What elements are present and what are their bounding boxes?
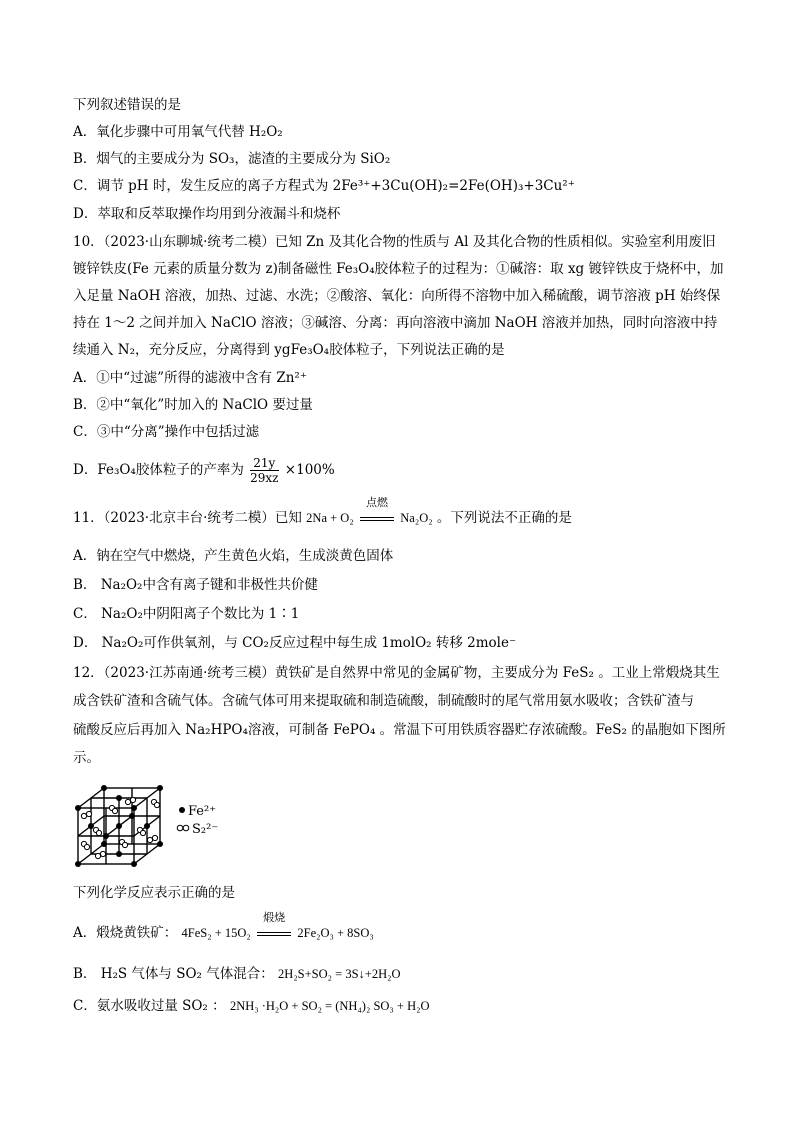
q10-stem-line5: 续通入 N₂，充分反应，分离得到 ygFe₃O₄胶体粒子，下列说法正确的是 <box>73 342 505 358</box>
q10-option-d-prefix: D．Fe₃O₄胶体粒子的产率为 <box>73 462 244 478</box>
legend-s: S₂²⁻ <box>192 822 219 837</box>
q10-stem-line2: 镀锌铁皮(Fe 元素的质量分数为 z)制备磁性 Fe₃O₄胶体粒子的过程为：①碱溶：取 xg 镀锌铁皮于烧杯中，加 <box>73 261 724 277</box>
q12-stem-line3: 硫酸反应后再加入 Na₂HPO₄溶液，可制备 FePO₄ 。常温下可用铁质容器贮存浓硫酸。FeS₂ 的晶胞如下图所 <box>73 722 726 738</box>
q12-a-equation-right: 2Fe₂O₃ + 8SO₃ <box>297 926 374 940</box>
q12-a-equation-left: 4FeS₂ + 15O₂ <box>181 926 251 940</box>
q10-option-d-suffix: ×100% <box>284 462 335 478</box>
crystal-legend <box>177 804 218 837</box>
q11-stem <box>73 496 572 527</box>
q10-option-b: B．②中“氧化”时加入的 NaClO 要过量 <box>73 397 313 413</box>
q9-option-a: A．氧化步骤中可用氧气代替 H₂O₂ <box>73 124 283 140</box>
q12-stem-line1: 12．（2023·江苏南通·统考三模）黄铁矿是自然界中常见的金属矿物，主要成分为 FeS₂ 。工业上常煅烧其生 <box>73 665 720 681</box>
q11-option-b: B． Na₂O₂中含有离子键和非极性共价健 <box>73 577 318 593</box>
q12-stem-line4: 示。 <box>73 750 100 766</box>
reaction-condition: 点燃 <box>365 496 388 509</box>
q11-equation-right: Na₂O₂ <box>400 511 433 525</box>
fraction-numerator: 21y <box>250 456 278 471</box>
q10-option-d <box>73 456 335 485</box>
q10-stem-line1: 10．（2023·山东聊城·统考二模）已知 Zn 及其化合物的性质与 Al 及其化合物的性质相似。实验室利用废旧 <box>73 234 716 250</box>
condition-arrow <box>360 496 394 527</box>
q11-equation-left: 2Na + O₂ <box>306 511 354 525</box>
q12-option-c <box>73 997 430 1015</box>
q9-option-d: D．萃取和反萃取操作均用到分液漏斗和烧杯 <box>73 206 341 222</box>
q9-intro: 下列叙述错误的是 <box>73 97 181 113</box>
q12-stem-line2: 成含铁矿渣和含硫气体。含硫气体可用来提取硫和制造硫酸，制硫酸时的尾气常用氨水吸收；含铁矿渣与 <box>73 693 694 709</box>
q12-option-c-prefix: C．氨水吸收过量 SO₂ ： <box>73 998 226 1014</box>
q12-option-a <box>73 911 374 942</box>
yield-fraction <box>250 456 278 485</box>
q12-option-a-prefix: A．煅烧黄铁矿： <box>73 925 178 941</box>
q11-option-a: A．钠在空气中燃烧，产生黄色火焰，生成淡黄色固体 <box>73 548 394 564</box>
q11-option-c: C． Na₂O₂中阴阳离子个数比为 1∶1 <box>73 606 300 622</box>
q9-option-b: B．烟气的主要成分为 SO₃，滤渣的主要成分为 SiO₂ <box>73 151 391 167</box>
fes2-unit-cell-figure <box>70 778 230 874</box>
q12-option-b <box>73 965 400 983</box>
q12-c-equation: 2NH₃ ·H₂O + SO₂ = (NH₄)₂ SO₃ + H₂O <box>229 999 430 1013</box>
condition-arrow <box>257 911 291 942</box>
legend-fe: Fe²⁺ <box>188 804 217 819</box>
q12-b-equation: 2H₂S+SO₂ = 3S↓+2H₂O <box>278 967 401 981</box>
q10-option-c: C．③中“分离”操作中包括过滤 <box>73 424 260 440</box>
q10-stem-line3: 入足量 NaOH 溶液，加热、过滤、水洗；②酸溶、氧化：向所得不溶物中加入稀硫酸，调节溶液 pH 始终保 <box>73 288 721 304</box>
fraction-denominator: 29xz <box>250 471 279 485</box>
q12-option-b-prefix: B． H₂S 气体与 SO₂ 气体混合： <box>73 966 274 982</box>
q9-option-c: C．调节 pH 时，发生反应的离子方程式为 2Fe³⁺+3Cu(OH)₂=2Fe(OH)₃+3Cu²⁺ <box>73 178 575 194</box>
q10-option-a: A．①中“过滤”所得的滤液中含有 Zn²⁺ <box>73 370 307 386</box>
q11-option-d: D． Na₂O₂可作供氧剂，与 CO₂反应过程中每生成 1molO₂ 转移 2mole⁻ <box>73 635 517 651</box>
reaction-condition: 煅烧 <box>263 911 286 924</box>
q10-stem-line4: 持在 1～2 之间并加入 NaClO 溶液；③碱溶、分离：再向溶液中滴加 NaOH 溶液并加热，同时向溶液中持 <box>73 315 718 331</box>
q11-stem-prefix: 11．（2023·北京丰台·统考二模）已知 <box>73 510 302 526</box>
q12-intro: 下列化学反应表示正确的是 <box>73 885 235 901</box>
q11-stem-suffix: 。下列说法不正确的是 <box>436 510 572 526</box>
